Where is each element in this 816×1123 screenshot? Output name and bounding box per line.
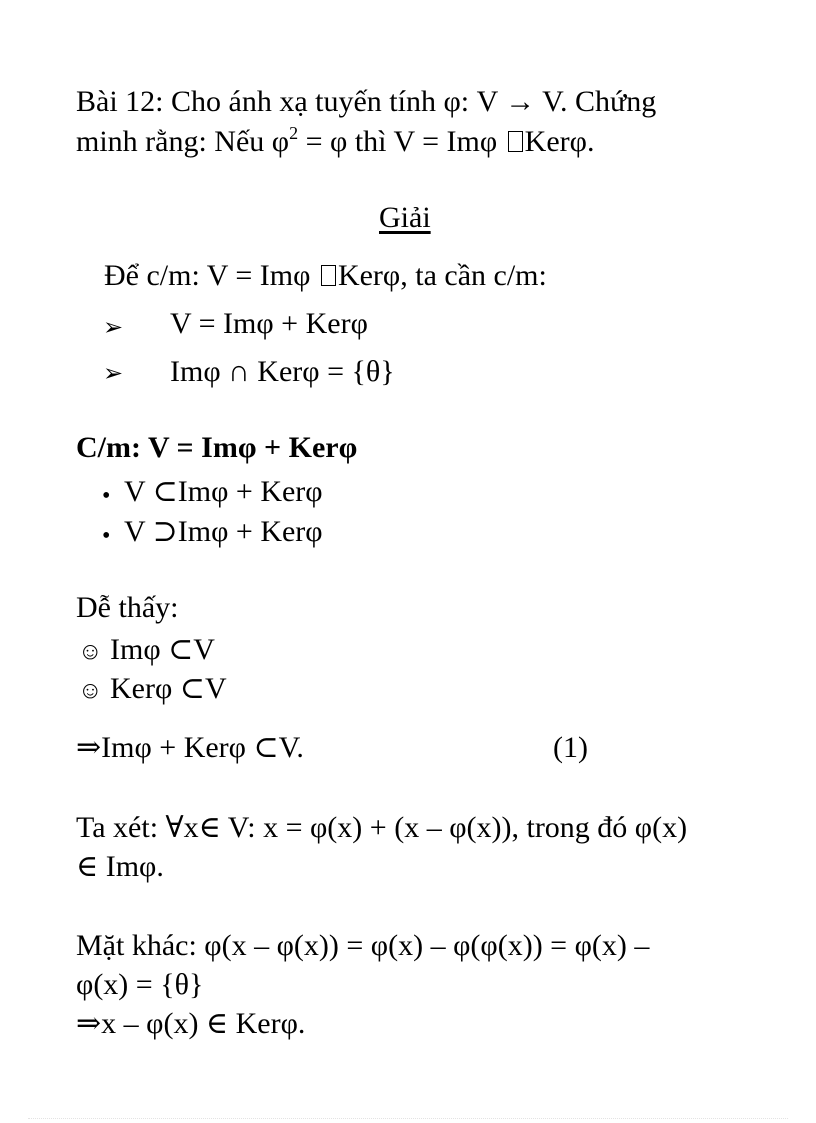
implication-1-text: Imφ + Kerφ ⊂V. (101, 731, 304, 764)
intro-pre: Để c/m: V = Imφ (104, 259, 318, 292)
implies-arrow-icon: ⇒ (76, 1007, 102, 1040)
bullet-icon: • (102, 523, 111, 549)
equation-tag: (1) (553, 731, 588, 764)
missing-glyph-box (508, 131, 523, 152)
problem-line-2-post: Kerφ. (524, 125, 595, 158)
problem-line-2-pre: minh rằng: Nếu φ (76, 125, 290, 158)
smiley-icon: ☺ (78, 639, 103, 665)
other-line-1: Mặt khác: φ(x – φ(x)) = φ(x) – φ(φ(x)) = φ(x) – (76, 929, 650, 962)
consider-line-2: ∈ Imφ. (76, 850, 164, 883)
footer-divider (28, 1118, 788, 1119)
easy-item-2-text: Kerφ ⊂V (102, 672, 227, 705)
missing-glyph-box (321, 265, 336, 286)
implies-arrow-icon: ⇒ (76, 731, 102, 764)
bullet-2: V ⊃Imφ + Kerφ (124, 515, 323, 548)
smiley-icon: ☺ (78, 678, 103, 704)
easy-label: Dễ thấy: (76, 591, 179, 624)
section-title: C/m: V = Imφ + Kerφ (76, 431, 358, 464)
bullet-icon: • (102, 483, 111, 509)
goal-1: V = Imφ + Kerφ (170, 307, 368, 340)
bullet-1: V ⊂Imφ + Kerφ (124, 475, 323, 508)
easy-item-1 (78, 632, 215, 670)
other-line-3-text: x – φ(x) ∈ Kerφ. (101, 1007, 306, 1040)
intro-line (104, 258, 547, 294)
exponent: 2 (289, 123, 299, 143)
other-line-3 (76, 1006, 305, 1042)
implication-1 (76, 730, 304, 766)
solution-heading: Giải (379, 201, 431, 234)
consider-line-1: Ta xét: ∀x∈ V: x = φ(x) + (x – φ(x)), trong đó φ(x) (76, 811, 688, 844)
arrow-bullet-icon: ➢ (103, 361, 124, 387)
problem-line-1: Bài 12: Cho ánh xạ tuyến tính φ: V → V. Chứng (76, 85, 657, 118)
problem-line-2-mid: = φ thì V = Imφ (298, 125, 505, 158)
easy-item-2 (78, 671, 227, 709)
other-line-2: φ(x) = {θ} (76, 968, 204, 1001)
problem-line-2 (76, 124, 594, 160)
goal-2: Imφ ∩ Kerφ = {θ} (170, 355, 395, 388)
easy-item-1-text: Imφ ⊂V (102, 633, 215, 666)
arrow-bullet-icon: ➢ (103, 315, 124, 341)
intro-post: Kerφ, ta cần c/m: (337, 259, 547, 292)
